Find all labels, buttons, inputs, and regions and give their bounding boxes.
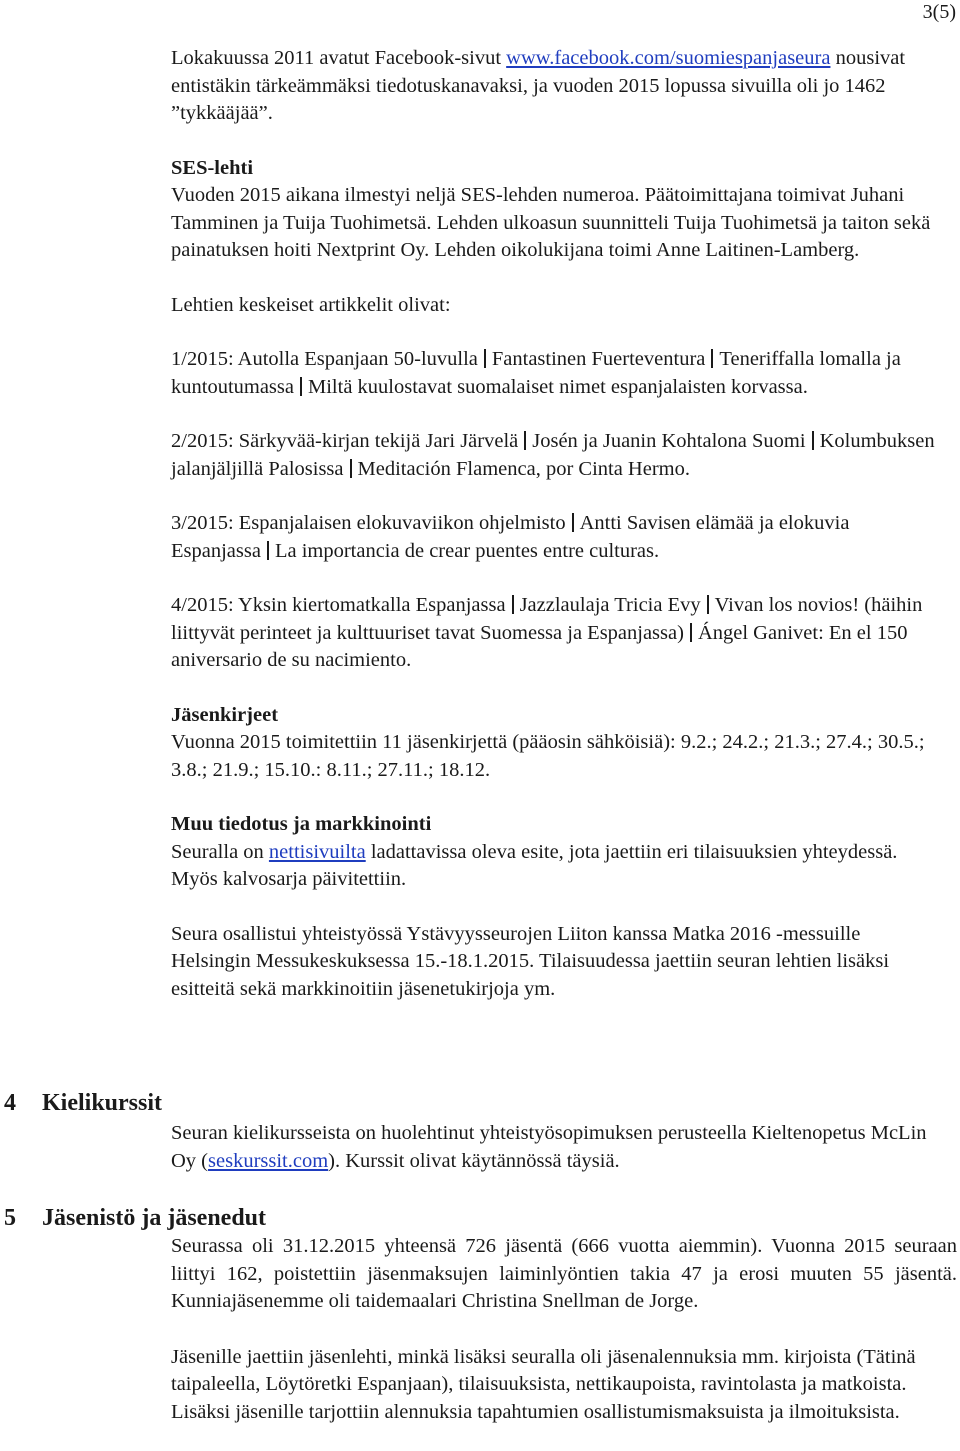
article-title: Vivan los novios! (häihin liittyvät perinteet ja kulttuuriset tavat Suomessa ja Espanjassa)	[171, 594, 923, 644]
article-title: Kolumbuksen jalanjäljillä Palosissa	[171, 430, 935, 480]
issue-3	[171, 510, 943, 565]
inline-link[interactable]: nettisivuilta	[268, 840, 366, 863]
article-title: Antti Savisen elämää ja elokuvia Espanjassa	[171, 512, 850, 562]
jasenkirjeet-body: Vuonna 2015 toimitettiin 11 jäsenkirjettä (pääosin sähköisiä): 9.2.; 24.2.; 21.3.; 27.4.; 30.5.; 3.8.; 21.9.; 15.10.: 8.11.; 27.11.; 18.12.	[171, 731, 925, 781]
section-4-title: Kielikurssit	[42, 1090, 163, 1116]
article-title: Fantastinen Fuerteventura	[491, 348, 706, 370]
facebook-paragraph: Lokakuussa 2011 avatut Facebook-sivut www.facebook.com/suomiespanjaseura nousivat entistäkin tärkeämmäksi tiedotuskanavaksi, ja vuoden 2015 lopussa sivuilla oli jo 1462 ”tykkääjää”.	[171, 47, 906, 124]
article-title: Miltä kuulostavat suomalaiset nimet espanjalaisten korvassa.	[308, 375, 808, 398]
article-title: Teneriffalla lomalla ja kuntoutumassa	[171, 348, 901, 398]
separator-bar	[690, 623, 692, 642]
article-title: Meditación Flamenca, por Cinta Hermo.	[357, 457, 690, 480]
articles-intro: Lehtien keskeiset artikkelit olivat:	[171, 293, 451, 316]
separator-bar	[512, 595, 514, 614]
muu-tiedotus-heading: Muu tiedotus ja markkinointi	[171, 813, 432, 835]
issue-1	[171, 346, 943, 401]
inline-link[interactable]: .com/suomiespanjaseura	[629, 47, 831, 69]
separator-bar	[572, 513, 574, 532]
inline-link[interactable]: www.facebook	[506, 47, 630, 69]
article-title: Josén ja Juanin Kohtalona Suomi	[532, 430, 806, 452]
article-title: 1/2015: Autolla Espanjaan 50-luvulla	[171, 348, 478, 370]
separator-bar	[812, 431, 814, 450]
inline-link[interactable]: seskurssit.com	[208, 1149, 329, 1172]
article-title: Ángel Ganivet: En el 150 aniversario de su nacimiento.	[171, 621, 908, 671]
section-4-heading	[4, 1089, 162, 1117]
page-number: 3(5)	[922, 1, 956, 23]
section-5-body-1: Seurassa oli 31.12.2015 yhteensä 726 jäsentä (666 vuotta aiemmin). Vuonna 2015 seuraan liittyi 162, poistettiin jäsenmaksujen laiminlyöntien takia 47 ja erosi muuten 55 jäsentä. Kunniajäsenemme oli taidemaalari Christina Snellman de Jorge.	[171, 1235, 957, 1312]
muu-tiedotus-body: Seuralla on nettisivuilta ladattavissa oleva esite, jota jaettiin eri tilaisuuksien yhteydessä. Myös kalvosarja päivitettiin.	[171, 840, 898, 890]
section-5-title: Jäsenistö ja jäsenedut	[42, 1205, 267, 1231]
separator-bar	[707, 595, 709, 614]
section-5-block	[171, 1233, 957, 1426]
section-5-body-2: Jäsenille jaettiin jäsenlehti, minkä lisäksi seuralla oli jäsenalennuksia mm. kirjoista (Tätinä taipaleella, Löytöretki Espanjaan), tilaisuuksista, nettikaupoista, ravintolasta ja matkoista. Lisäksi jäsenille tarjottiin alennuksia tapahtumien osallistumismaksuista ja ilmoituksista.	[171, 1345, 916, 1423]
jasenkirjeet-heading: Jäsenkirjeet	[171, 703, 279, 726]
article-title: Jazzlaulaja Tricia Evy	[519, 594, 701, 616]
article-title: 2/2015: Särkyvää-kirjan tekijä Jari Järvelä	[171, 430, 519, 452]
ses-lehti-body: Vuoden 2015 aikana ilmestyi neljä SES-lehden numeroa. Päätoimittajana toimivat Juhani Tamminen ja Tuija Tuohimetsä. Lehden ulkoasun suunnitteli Tuija Tuohimetsä ja taiton sekä painatuksen hoiti Nextprint Oy. Lehden oikolukijana toimi Anne Laitinen-Lamberg.	[171, 184, 931, 261]
separator-bar	[484, 349, 486, 368]
section-4-number: 4	[4, 1090, 16, 1116]
separator-bar	[350, 459, 352, 478]
article-title: 3/2015: Espanjalaisen elokuvaviikon ohjelmisto	[171, 512, 566, 534]
separator-bar	[267, 541, 269, 560]
separator-bar	[711, 349, 713, 368]
article-title: 4/2015: Yksin kiertomatkalla Espanjassa	[171, 594, 506, 616]
separator-bar	[524, 431, 526, 450]
issue-4	[171, 592, 943, 675]
section-5-number: 5	[4, 1205, 16, 1231]
separator-bar	[300, 377, 302, 396]
article-title: La importancia de crear puentes entre culturas.	[274, 539, 660, 562]
report-content	[171, 45, 943, 1003]
section-4-body: Seuran kielikursseista on huolehtinut yhteistyösopimuksen perusteella Kieltenopetus McLin Oy (seskurssit.com). Kurssit olivat käytännössä täysiä.	[171, 1122, 927, 1172]
ses-lehti-heading: SES-lehti	[171, 156, 254, 179]
messut-paragraph: Seura osallistui yhteistyössä Ystävyysseurojen Liiton kanssa Matka 2016 -messuille Helsingin Messukeskuksessa 15.-18.1.2015. Tilaisuudessa jaettiin seuran lehtien lisäksi esitteitä sekä markkinoitiin jäsenetukirjoja ym.	[171, 922, 890, 1000]
section-5-heading	[4, 1204, 266, 1232]
issue-2	[171, 428, 943, 483]
section-4-block	[171, 1120, 943, 1175]
